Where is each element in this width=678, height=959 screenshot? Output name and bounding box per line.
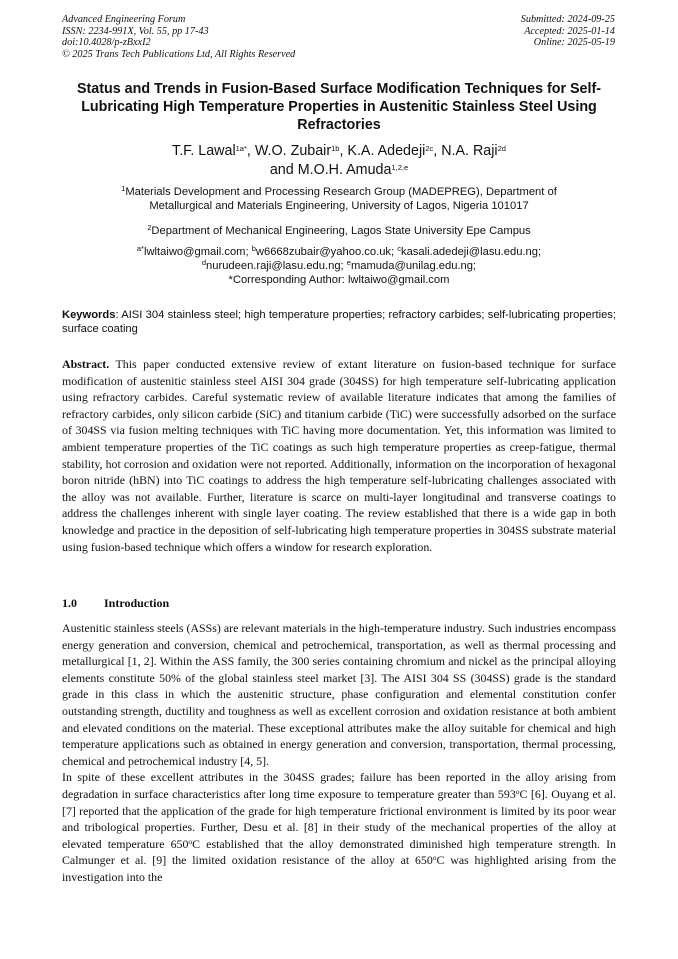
email-sup: a* bbox=[136, 244, 144, 253]
author-name: K.A. Adedeji bbox=[347, 143, 426, 159]
affiliation-sup: 2 bbox=[147, 223, 152, 232]
intro-text: C was highlighted arising from the investigation into the bbox=[62, 853, 617, 884]
affiliation-1 bbox=[50, 185, 628, 213]
degree-sup: o bbox=[432, 853, 437, 863]
author-sup: 1a* bbox=[235, 144, 247, 153]
journal-name: Advanced Engineering Forum bbox=[62, 14, 186, 25]
section-heading bbox=[62, 596, 169, 611]
accepted-date: Accepted: 2025-01-14 bbox=[524, 25, 615, 37]
keywords-text: : AISI 304 stainless steel; high temperature properties; refractory carbides; self-lubricating properties; surface coating bbox=[62, 309, 616, 336]
degree-sup: o bbox=[188, 836, 193, 846]
journal-header bbox=[62, 14, 295, 60]
section-title: Introduction bbox=[104, 596, 170, 610]
abstract-text: This paper conducted extensive review of extant literature on fusion-based technique for surface modification of austenitic stainless steel AISI 304 grade (304SS) for high temperature self-lubricating application using refractory carbides. Careful systematic review of available literature indicates that among the families of refractory carbides, only silicon carbide (SiC) and titanium carbide (TiC) were successfully adsorbed on the surface of 304SS via fusion melting techniques with TiC having more documentation. Yet, this information was limited to ambient temperature properties of the TiC coatings as such high temperature properties as creep-fatigue, thermal stability, hot corrosion and oxidation were not reported. Additionally, information on the incorporation of hexagonal boron nitride (hBN) into TiC coatings to address the high temperature self-lubricating challenges associated with the alloy was not available. Further, literature is scarce on multi-layer longitudinal and transverse coatings to address the challenges inherent with single layer coating. The review established that there is a wide gap in both knowledge and practice in the deposition of self-lubricating high temperature properties in 304SS substrate material using fusion-based technique which offers a window for research exploration. bbox=[62, 357, 616, 554]
doi-line: doi:10.4028/p-zBxxI2 bbox=[62, 37, 151, 49]
author-separator: , bbox=[246, 143, 255, 159]
affiliation-line: Materials Development and Processing Research Group (MADEPREG), Department of bbox=[125, 186, 557, 198]
abstract-block bbox=[62, 356, 616, 555]
abstract-label: Abstract. bbox=[62, 357, 110, 371]
author-list bbox=[50, 142, 628, 179]
author-name: N.A. Raji bbox=[441, 143, 498, 159]
online-date: Online: 2025-05-19 bbox=[533, 37, 615, 49]
corresponding-author: *Corresponding Author: lwltaiwo@gmail.com bbox=[228, 274, 450, 286]
dates-header bbox=[521, 14, 615, 49]
section-number: 1.0 bbox=[62, 596, 77, 610]
degree-sup: o bbox=[515, 786, 520, 796]
email-link[interactable]: lwltaiwo@gmail.com; bbox=[143, 246, 249, 258]
intro-text: C established that the alloy demonstrated diminished high temperature strength. In Calmunger et al. [9] the limited oxidation resistance of the alloy at 650 bbox=[62, 836, 616, 868]
author-separator: , bbox=[339, 143, 348, 159]
submitted-date: Submitted: 2024-09-25 bbox=[520, 14, 615, 25]
author-sup: 2c bbox=[425, 144, 434, 153]
author-joiner: and bbox=[269, 161, 294, 178]
email-link[interactable]: w6668zubair@yahoo.co.uk; bbox=[255, 246, 395, 258]
paper-title: Status and Trends in Fusion-Based Surface Modification Techniques for Self-Lubricating High Temperature Properties in Austenitic Stainless Steel Using Refractories bbox=[76, 81, 602, 134]
affiliation-sup: 1 bbox=[121, 184, 126, 193]
affiliation-2 bbox=[50, 224, 628, 238]
author-sup: 1b bbox=[331, 144, 340, 153]
intro-paragraph-1: Austenitic stainless steels (ASSs) are relevant materials in the high-temperature industry. Such industries encompass energy generation and conversion, chemical and petrochemical, transportation, as well as thermal processing and metallurgical [1, 2]. Within the ASS family, the 300 series containing chromium and nickel as the principal alloying elements constitute 50% of the global stainless steel market [3]. The AISI 304 SS (304SS) grade is the standard grade in this class in which the austenitic structure, phase configuration and elemental constitution confer outstanding strength, ductility and toughness as well as excellent corrosion and oxidation resistance at both ambient and elevated conditions on the material. These exceptional attributes make the alloy suitable for chemical and high temperature applications such as obtained in energy generation and conversion, transportation, thermal processing, chemical and petrochemical industry [4, 5]. bbox=[62, 621, 616, 768]
affiliation-line: Metallurgical and Materials Engineering, University of Lagos, Nigeria 101017 bbox=[149, 200, 529, 212]
keywords-block bbox=[62, 308, 616, 336]
author-sup: 1,2,e bbox=[391, 162, 409, 172]
author-sup: 2d bbox=[497, 144, 506, 153]
keywords-label: Keywords bbox=[62, 309, 116, 321]
email-sup: c bbox=[397, 244, 401, 253]
email-link[interactable]: kasali.adedeji@lasu.edu.ng; bbox=[400, 246, 542, 258]
issn-line: ISSN: 2234-991X, Vol. 55, pp 17-43 bbox=[62, 25, 209, 37]
intro-paragraph-2 bbox=[62, 769, 616, 885]
intro-text: C [6]. Ouyang et al. [7] reported that the application of the grade for high temperature frictional environment is limited by its poor wear and tribological properties. Further, Desu et al. [8] in their study of the mechanical properties of the alloy at elevated temperature 650 bbox=[62, 786, 616, 851]
author-name: M.O.H. Amuda bbox=[297, 161, 392, 178]
email-sup: b bbox=[251, 244, 256, 253]
author-name: T.F. Lawal bbox=[172, 143, 236, 159]
affiliation-line: Department of Mechanical Engineering, Lagos State University Epe Campus bbox=[151, 225, 531, 237]
email-link[interactable]: nurudeen.raji@lasu.edu.ng; bbox=[206, 260, 344, 272]
intro-text: In spite of these excellent attributes in the 304SS grades; failure has been reported in the alloy arising from degradation in surface characteristics after long time exposure to temperature greater than 593 bbox=[62, 770, 616, 801]
email-sup: d bbox=[201, 258, 207, 267]
author-name: W.O. Zubair bbox=[254, 143, 332, 159]
author-separator: , bbox=[433, 143, 442, 159]
email-sup: e bbox=[346, 258, 351, 267]
email-link[interactable]: mamuda@unilag.edu.ng; bbox=[350, 260, 477, 272]
introduction-body bbox=[62, 620, 616, 886]
copyright-line: © 2025 Trans Tech Publications Ltd, All Rights Reserved bbox=[62, 48, 296, 60]
email-block bbox=[50, 245, 628, 287]
